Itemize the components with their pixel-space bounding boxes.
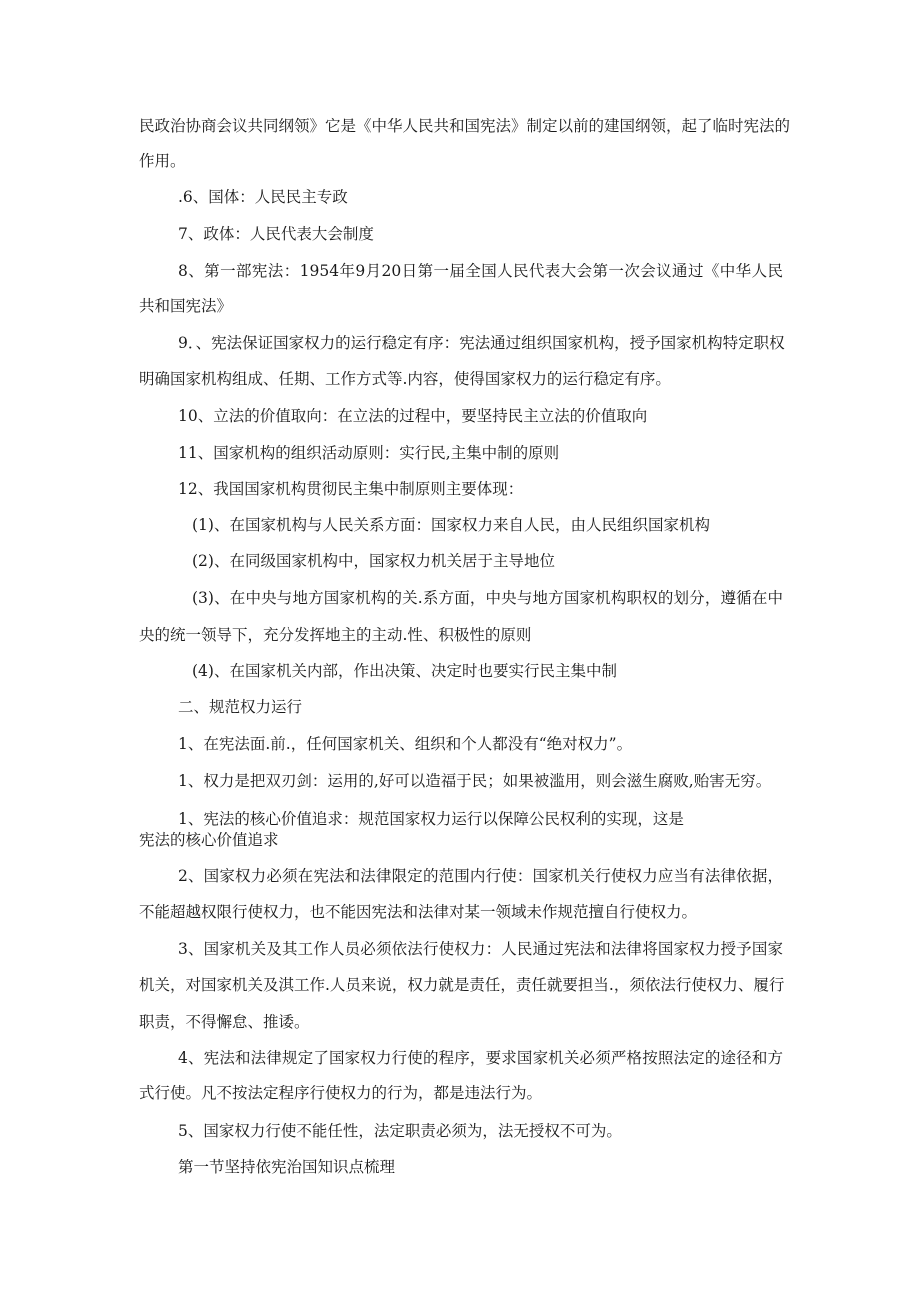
- paragraph-line: (4)、在国家机关内部，作出决策、决定时也要实行民主集中制: [192, 662, 617, 680]
- paragraph-line: 4、宪法和法律规定了国家权力行使的程序，要求国家机关必须严格按照法定的途径和方: [178, 1049, 783, 1067]
- paragraph-line: 机关，对国家机关及淇工作.人员来说，权力就是责任，责任就要担当.，须依法行使权力、履行: [139, 976, 785, 994]
- paragraph-line: (1)、在国家机构与人民关系方面：国家权力来自人民，由人民组织国家机构: [192, 516, 710, 534]
- paragraph-line: 10、立法的价值取向：在立法的过程中，要坚持民主立法的价值取向: [178, 407, 648, 425]
- paragraph-line: 8、第一部宪法：1954年9月20日第一届全国人民代表大会第一次会议通过《中华人民: [178, 262, 783, 280]
- paragraph-line: .6、国体：人民民主专政: [178, 188, 348, 206]
- paragraph-line: 1、在宪法面.前.，任何国家机关、组织和个人都没有“绝对权力”。: [178, 735, 633, 753]
- paragraph-line: 7、政体：人民代表大会制度: [178, 225, 374, 243]
- paragraph-line: 作用。: [139, 152, 186, 170]
- paragraph-line: 民政治协商会议共同纲领》它是《中华人民共和国宪法》制定以前的建国纲领，起了临时宪法的: [139, 117, 791, 135]
- paragraph-line: 2、国家权力必须在宪法和法律限定的范围内行使：国家机关行使权力应当有法律依据，: [178, 867, 783, 885]
- paragraph-line: 央的统一领导下，充分发挥地主的主动.性、积极性的原则: [139, 626, 532, 644]
- section-heading: 二、规范权力运行: [178, 698, 303, 716]
- paragraph-line: 12、我国国家机构贯彻民主集中制原则主要体现：: [178, 480, 524, 498]
- paragraph-line: 1、权力是把双刃剑：运用的,好可以造福于民；如果被滥用，则会滋生腐败,贻害无穷。: [178, 772, 772, 790]
- paragraph-line: 宪法的核心价值追求: [139, 831, 279, 849]
- paragraph-line: 不能超越权限行使权力，也不能因宪法和法律对某一领域未作规范擅自行使权力。: [139, 903, 698, 921]
- paragraph-line: 9．、宪法保证国家权力的运行稳定有序：宪法通过组织国家机构，授予国家机构特定职权: [178, 334, 785, 352]
- paragraph-line: 职责，不得懈怠、推诿。: [139, 1013, 310, 1031]
- section-heading: 第一节坚持依宪治国知识点梳理: [178, 1158, 396, 1176]
- paragraph-line: 3、国家机关及其工作人员必须依法行使权力：人民通过宪法和法律将国家权力授予国家: [178, 940, 783, 958]
- paragraph-line: 明确国家机构组成、任期、工作方式等.内容，使得国家权力的运行稳定有序。: [139, 370, 671, 388]
- paragraph-line: 1、宪法的核心价值追求：规范国家权力运行以保障公民权利的实现，这是: [178, 810, 684, 828]
- paragraph-line: 5、国家权力行使不能任性，法定职责必须为，法无授权不可为。: [178, 1122, 622, 1140]
- paragraph-line: 式行使。凡不按法定程序行使权力的行为，都是违法行为。: [139, 1084, 543, 1102]
- paragraph-line: 共和国宪法》: [139, 297, 233, 315]
- paragraph-line: 11、国家机构的组织活动原则：实行民,主集中制的原则: [178, 444, 560, 462]
- paragraph-line: (3)、在中央与地方国家机构的关.系方面，中央与地方国家机构职权的划分，遵循在中: [192, 589, 783, 607]
- paragraph-line: (2)、在同级国家机构中，国家权力机关居于主导地位: [192, 552, 555, 570]
